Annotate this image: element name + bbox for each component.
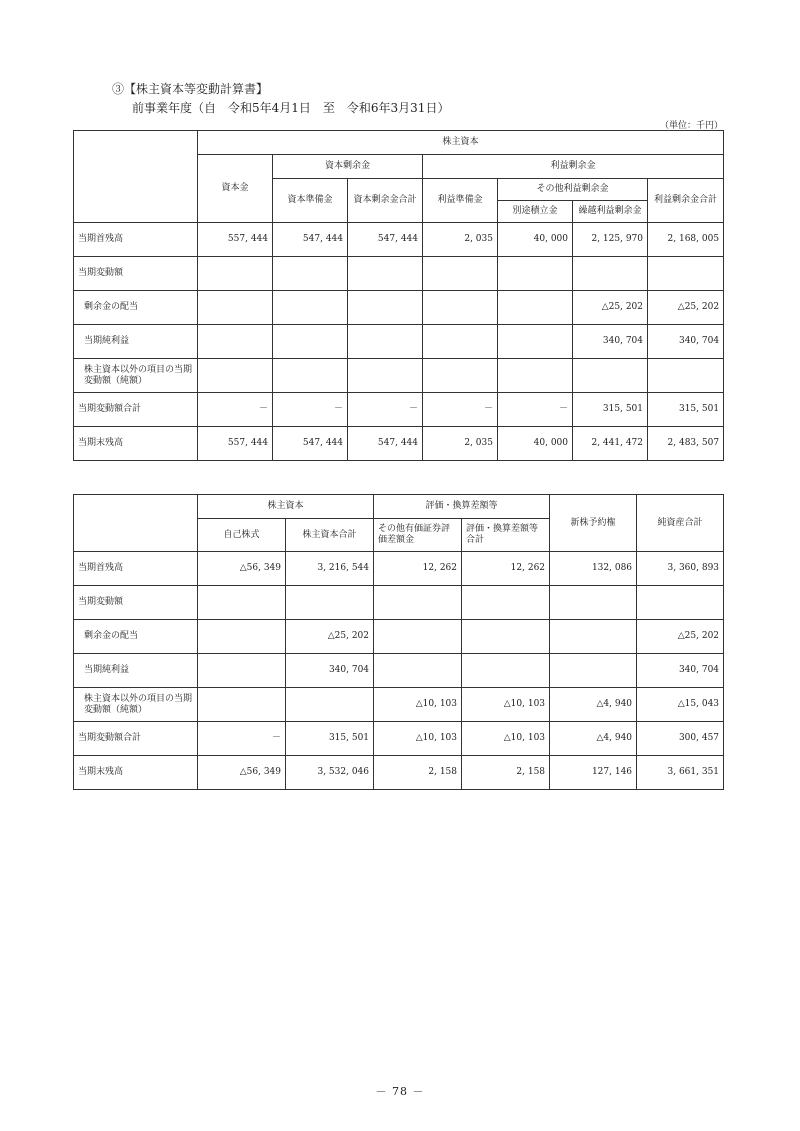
header-securities-valuation: その他有価証券評価差額金 bbox=[374, 519, 462, 552]
value-cell: △4, 940 bbox=[550, 688, 637, 722]
value-cell: － bbox=[198, 722, 286, 756]
row-label: 当期変動額 bbox=[74, 257, 198, 291]
value-cell: 340, 704 bbox=[286, 654, 374, 688]
value-cell: △10, 103 bbox=[462, 722, 550, 756]
value-cell: 557, 444 bbox=[198, 427, 273, 461]
table-row bbox=[74, 427, 724, 461]
header-legal-retained-reserve: 利益準備金 bbox=[423, 179, 498, 223]
table-row bbox=[74, 393, 724, 427]
value-cell bbox=[198, 291, 273, 325]
row-label: 株主資本以外の項目の当期変動額（純額） bbox=[74, 688, 198, 722]
row-label: 当期首残高 bbox=[74, 552, 198, 586]
table-1-body bbox=[74, 223, 724, 461]
value-cell: 3, 661, 351 bbox=[637, 756, 724, 790]
value-cell: 2, 441, 472 bbox=[573, 427, 648, 461]
value-cell: 315, 501 bbox=[573, 393, 648, 427]
header-treasury-stock: 自己株式 bbox=[198, 519, 286, 552]
value-cell bbox=[637, 586, 724, 620]
value-cell: 2, 125, 970 bbox=[573, 223, 648, 257]
value-cell bbox=[462, 586, 550, 620]
value-cell: 547, 444 bbox=[273, 223, 348, 257]
row-label: 剰余金の配当 bbox=[74, 620, 198, 654]
value-cell: 127, 146 bbox=[550, 756, 637, 790]
table-row bbox=[74, 620, 724, 654]
row-label: 当期変動額合計 bbox=[74, 722, 198, 756]
value-cell bbox=[462, 620, 550, 654]
value-cell: 40, 000 bbox=[498, 427, 573, 461]
value-cell bbox=[498, 325, 573, 359]
row-label: 当期変動額 bbox=[74, 586, 198, 620]
row-label: 当期末残高 bbox=[74, 756, 198, 790]
header-general-reserve: 別途積立金 bbox=[498, 201, 573, 223]
value-cell: － bbox=[273, 393, 348, 427]
value-cell bbox=[286, 586, 374, 620]
value-cell bbox=[348, 359, 423, 393]
header-other-retained-earnings: その他利益剰余金 bbox=[498, 179, 648, 201]
value-cell bbox=[198, 325, 273, 359]
value-cell: 340, 704 bbox=[573, 325, 648, 359]
row-label: 当期末残高 bbox=[74, 427, 198, 461]
value-cell: 2, 158 bbox=[462, 756, 550, 790]
value-cell: △56, 349 bbox=[198, 552, 286, 586]
header-capital-stock: 資本金 bbox=[198, 155, 273, 223]
value-cell: － bbox=[498, 393, 573, 427]
value-cell: △25, 202 bbox=[648, 291, 724, 325]
table-row bbox=[74, 223, 724, 257]
value-cell: － bbox=[348, 393, 423, 427]
header-total-net-assets: 純資産合計 bbox=[637, 495, 724, 552]
value-cell bbox=[573, 359, 648, 393]
value-cell bbox=[273, 257, 348, 291]
header-capital-surplus: 資本剰余金 bbox=[273, 155, 423, 179]
value-cell: 2, 158 bbox=[374, 756, 462, 790]
value-cell: 12, 262 bbox=[374, 552, 462, 586]
header-total-capital-surplus: 資本剰余金合計 bbox=[348, 179, 423, 223]
value-cell bbox=[273, 291, 348, 325]
value-cell bbox=[423, 257, 498, 291]
value-cell: 2, 168, 005 bbox=[648, 223, 724, 257]
value-cell: △4, 940 bbox=[550, 722, 637, 756]
value-cell bbox=[423, 291, 498, 325]
table-row bbox=[74, 359, 724, 393]
header-total-retained-earnings: 利益剰余金合計 bbox=[648, 179, 724, 223]
header-valuation-translation: 評価・換算差額等 bbox=[374, 495, 550, 519]
table-row bbox=[74, 688, 724, 722]
table-row bbox=[74, 257, 724, 291]
value-cell: － bbox=[198, 393, 273, 427]
table-row bbox=[74, 291, 724, 325]
period-label: 前事業年度（自 令和5年4月1日 至 令和6年3月31日） bbox=[132, 101, 450, 115]
value-cell: － bbox=[423, 393, 498, 427]
value-cell bbox=[648, 257, 724, 291]
value-cell: △10, 103 bbox=[462, 688, 550, 722]
header-total-valuation: 評価・換算差額等合計 bbox=[462, 519, 550, 552]
header-retained-earnings: 利益剰余金 bbox=[423, 155, 724, 179]
value-cell: 340, 704 bbox=[637, 654, 724, 688]
equity-changes-table-1 bbox=[73, 130, 724, 461]
value-cell bbox=[198, 586, 286, 620]
row-label: 剰余金の配当 bbox=[74, 291, 198, 325]
value-cell: 3, 360, 893 bbox=[637, 552, 724, 586]
value-cell: 557, 444 bbox=[198, 223, 273, 257]
value-cell: 547, 444 bbox=[273, 427, 348, 461]
value-cell bbox=[374, 586, 462, 620]
unit-label: （単位：千円） bbox=[659, 121, 723, 131]
value-cell: 2, 035 bbox=[423, 427, 498, 461]
row-label: 株主資本以外の項目の当期変動額（純額） bbox=[74, 359, 198, 393]
value-cell bbox=[648, 359, 724, 393]
value-cell bbox=[374, 620, 462, 654]
value-cell bbox=[550, 586, 637, 620]
table-row bbox=[74, 586, 724, 620]
value-cell: 40, 000 bbox=[498, 223, 573, 257]
value-cell bbox=[198, 688, 286, 722]
value-cell bbox=[348, 291, 423, 325]
equity-changes-table-2 bbox=[73, 494, 724, 790]
value-cell: △15, 043 bbox=[637, 688, 724, 722]
table-2-body bbox=[74, 552, 724, 790]
row-label: 当期純利益 bbox=[74, 654, 198, 688]
value-cell: △10, 103 bbox=[374, 688, 462, 722]
value-cell: 3, 216, 544 bbox=[286, 552, 374, 586]
value-cell bbox=[273, 359, 348, 393]
value-cell bbox=[573, 257, 648, 291]
header-legal-capital-reserve: 資本準備金 bbox=[273, 179, 348, 223]
value-cell bbox=[348, 325, 423, 359]
value-cell bbox=[273, 325, 348, 359]
value-cell: 300, 457 bbox=[637, 722, 724, 756]
value-cell bbox=[498, 257, 573, 291]
value-cell bbox=[198, 257, 273, 291]
header-shareholders-equity: 株主資本 bbox=[198, 495, 374, 519]
table-row bbox=[74, 654, 724, 688]
statement-heading: ③【株主資本等変動計算書】 bbox=[112, 82, 269, 96]
table-row bbox=[74, 722, 724, 756]
value-cell: △56, 349 bbox=[198, 756, 286, 790]
value-cell: 3, 532, 046 bbox=[286, 756, 374, 790]
table-row bbox=[74, 325, 724, 359]
value-cell bbox=[286, 688, 374, 722]
value-cell bbox=[348, 257, 423, 291]
header-shareholders-equity: 株主資本 bbox=[198, 131, 724, 155]
value-cell: 315, 501 bbox=[286, 722, 374, 756]
row-label: 当期首残高 bbox=[74, 223, 198, 257]
header-share-acquisition-rights: 新株予約権 bbox=[550, 495, 637, 552]
value-cell: △25, 202 bbox=[573, 291, 648, 325]
row-label: 当期純利益 bbox=[74, 325, 198, 359]
value-cell: 547, 444 bbox=[348, 223, 423, 257]
value-cell: 132, 086 bbox=[550, 552, 637, 586]
value-cell bbox=[423, 359, 498, 393]
header-retained-earnings-brought-forward: 繰越利益剰余金 bbox=[573, 201, 648, 223]
row-label-header-cell bbox=[74, 131, 198, 223]
value-cell bbox=[198, 620, 286, 654]
value-cell bbox=[423, 325, 498, 359]
value-cell bbox=[462, 654, 550, 688]
value-cell: 315, 501 bbox=[648, 393, 724, 427]
value-cell bbox=[198, 359, 273, 393]
page-number: － 78 － bbox=[375, 1085, 425, 1098]
value-cell: △25, 202 bbox=[286, 620, 374, 654]
row-label: 当期変動額合計 bbox=[74, 393, 198, 427]
value-cell: △25, 202 bbox=[637, 620, 724, 654]
value-cell bbox=[550, 620, 637, 654]
header-total-shareholders-equity: 株主資本合計 bbox=[286, 519, 374, 552]
value-cell bbox=[498, 291, 573, 325]
value-cell: 340, 704 bbox=[648, 325, 724, 359]
table-row bbox=[74, 756, 724, 790]
row-label-header-cell bbox=[74, 495, 198, 552]
value-cell: 547, 444 bbox=[348, 427, 423, 461]
value-cell: 12, 262 bbox=[462, 552, 550, 586]
value-cell: △10, 103 bbox=[374, 722, 462, 756]
table-row bbox=[74, 552, 724, 586]
value-cell bbox=[374, 654, 462, 688]
value-cell: 2, 035 bbox=[423, 223, 498, 257]
value-cell bbox=[198, 654, 286, 688]
value-cell: 2, 483, 507 bbox=[648, 427, 724, 461]
value-cell bbox=[498, 359, 573, 393]
value-cell bbox=[550, 654, 637, 688]
